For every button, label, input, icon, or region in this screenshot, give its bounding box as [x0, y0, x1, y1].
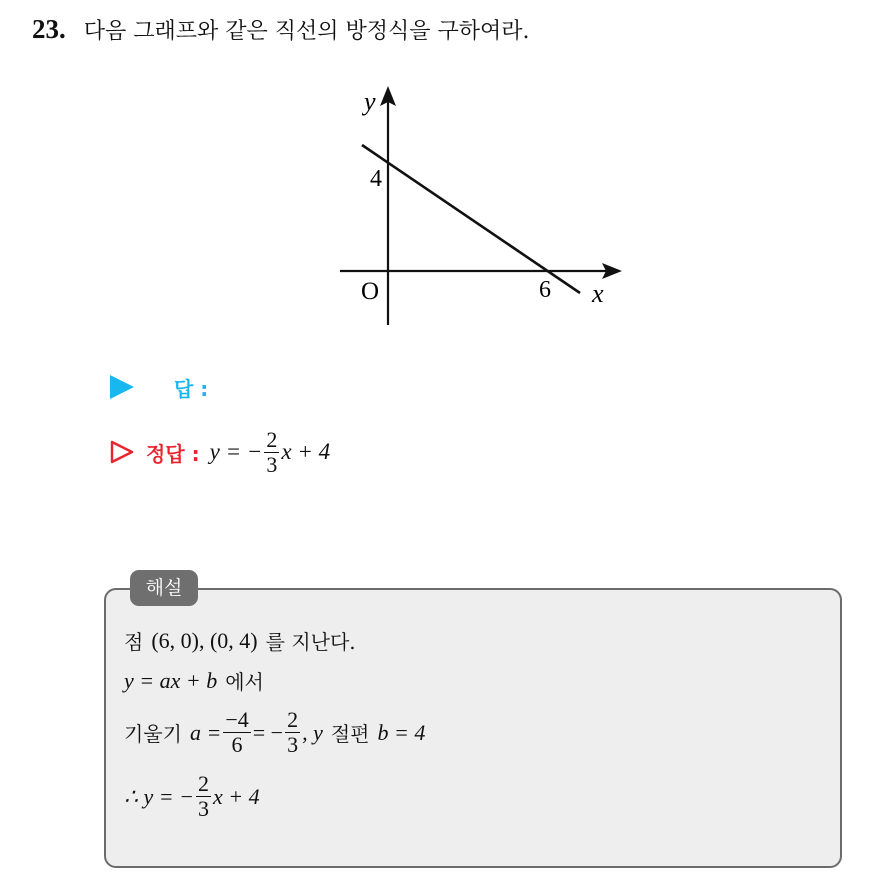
slope-fraction-num: −4 — [225, 707, 249, 732]
slope-fraction — [223, 708, 250, 757]
correct-answer-row — [110, 420, 330, 484]
solution-line1-pre: 점 — [124, 630, 144, 654]
solution-line4-pre: ∴ y = − — [124, 783, 194, 809]
problem-number: 23. — [32, 14, 66, 44]
correct-fraction — [264, 428, 279, 477]
x-axis-label: x — [592, 279, 604, 308]
solution-line2-math: y = ax + b — [124, 667, 218, 693]
reduced-fraction — [285, 708, 300, 757]
solution-line1-math: (6, 0), (0, 4) — [151, 627, 258, 653]
reduced-fraction-num: 2 — [287, 707, 299, 732]
solution-line-3 — [124, 708, 425, 757]
problem-text: 다음 그래프와 같은 직선의 방정식을 구하여라. — [83, 19, 530, 44]
correct-label: 정답 : — [146, 441, 200, 466]
solution-line3-b: b = 4 — [377, 719, 426, 745]
y-intercept-label: 4 — [370, 166, 382, 192]
solution-line-1 — [124, 626, 356, 655]
answer-label: 답 : — [174, 376, 209, 401]
solution-line2-post: 에서 — [225, 670, 264, 694]
final-fraction — [196, 772, 211, 821]
solution-line1-post: 를 지난다. — [265, 630, 356, 654]
solution-line3-a: a = — [189, 719, 222, 745]
solution-tab: 해설 — [130, 570, 198, 606]
solution-line3-eq: = − — [252, 719, 284, 745]
correct-fraction-den: 3 — [266, 451, 278, 477]
final-fraction-num: 2 — [197, 771, 209, 796]
problem-statement — [32, 12, 530, 49]
slope-fraction-den: 6 — [231, 732, 243, 757]
line-graph — [330, 80, 630, 330]
y-axis-label: y — [364, 87, 376, 116]
origin-label: O — [361, 278, 380, 305]
correct-equation — [210, 428, 330, 477]
correct-rhs: x + 4 — [281, 439, 331, 464]
play-triangle-icon — [110, 375, 134, 399]
solution-line3-pre: 기울기 — [124, 722, 182, 746]
outline-triangle-icon — [110, 440, 134, 464]
answer-row — [110, 370, 208, 404]
solution-line-2 — [124, 666, 264, 695]
correct-lhs: y = − — [209, 439, 263, 464]
solution-line4-post: x + 4 — [212, 783, 260, 809]
final-fraction-den: 3 — [197, 796, 209, 821]
reduced-fraction-den: 3 — [287, 732, 299, 757]
x-intercept-label: 6 — [539, 277, 551, 303]
correct-fraction-num: 2 — [266, 426, 278, 452]
solution-line3-sep: , y — [302, 719, 323, 745]
solution-line3-mid: 절편 — [330, 722, 370, 746]
solution-line-4 — [124, 772, 260, 821]
